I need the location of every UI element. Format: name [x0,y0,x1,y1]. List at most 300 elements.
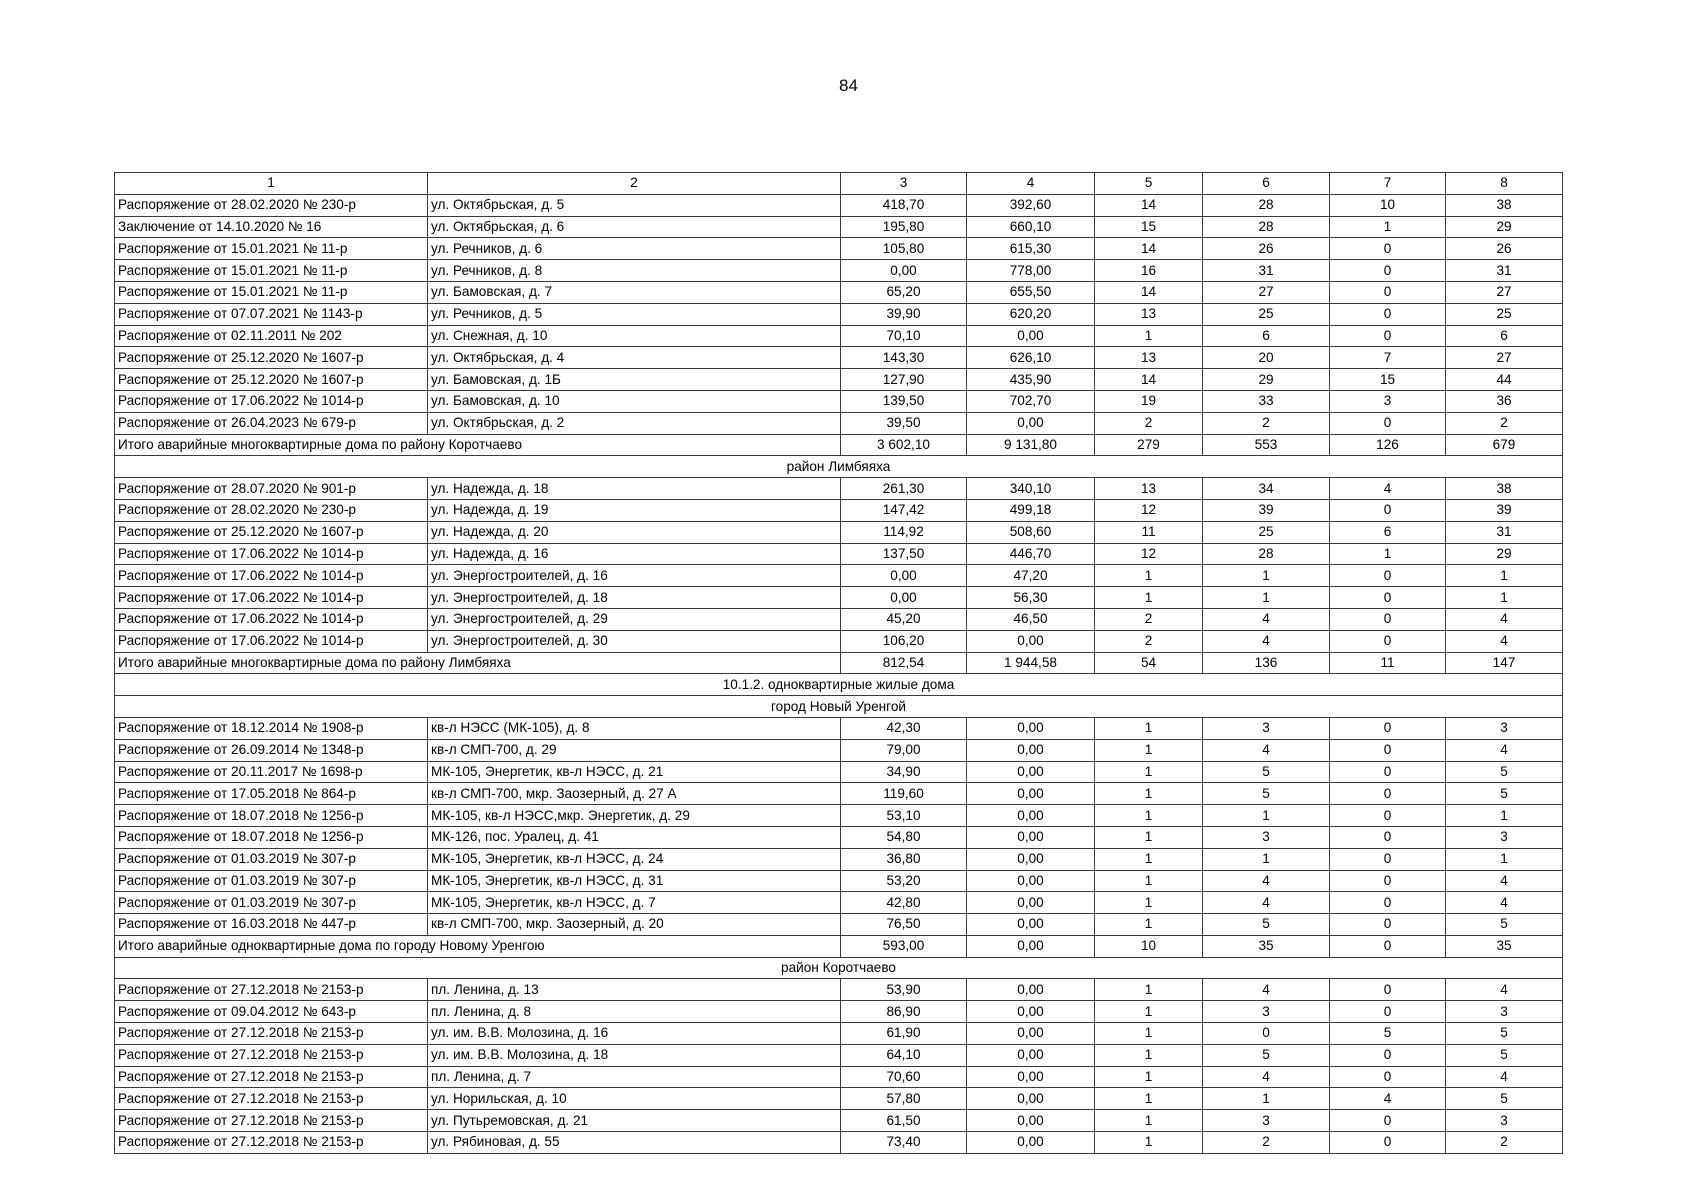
table-row [115,1001,1563,1023]
table-row [115,739,1563,761]
value-col-5: 1 [1095,1066,1203,1088]
value-col-8: 29 [1446,543,1563,565]
value-col-5: 2 [1095,412,1203,434]
value-col-5: 1 [1095,1044,1203,1066]
address-cell: МК-126, пос. Уралец, д. 41 [428,826,841,848]
value-col-5: 2 [1095,608,1203,630]
value-col-6: 1 [1203,587,1330,609]
value-col-3: 61,50 [841,1110,967,1132]
address-cell: ул. Рябиновая, д. 55 [428,1132,841,1154]
value-col-6: 1 [1203,805,1330,827]
document-cell: Распоряжение от 26.04.2023 № 679-р [115,412,428,434]
value-col-7: 0 [1330,1044,1446,1066]
value-col-4: 0,00 [967,935,1095,957]
value-col-3: 79,00 [841,739,967,761]
value-col-7: 0 [1330,1110,1446,1132]
table-row [115,979,1563,1001]
value-col-3: 70,60 [841,1066,967,1088]
value-col-5: 13 [1095,303,1203,325]
value-col-6: 3 [1203,717,1330,739]
value-col-5: 14 [1095,369,1203,391]
value-col-4: 499,18 [967,499,1095,521]
table-body [115,173,1563,1154]
value-col-7: 0 [1330,717,1446,739]
document-cell: Распоряжение от 15.01.2021 № 11-р [115,238,428,260]
value-col-8: 3 [1446,826,1563,848]
value-col-4: 0,00 [967,761,1095,783]
table-row [115,892,1563,914]
value-col-3: 57,80 [841,1088,967,1110]
value-col-8: 147 [1446,652,1563,674]
value-col-6: 4 [1203,739,1330,761]
value-col-5: 12 [1095,499,1203,521]
section-heading-row [115,696,1563,718]
column-number: 3 [841,173,967,195]
value-col-4: 340,10 [967,478,1095,500]
table-row [115,870,1563,892]
value-col-7: 0 [1330,608,1446,630]
value-col-5: 16 [1095,260,1203,282]
value-col-7: 0 [1330,587,1446,609]
value-col-3: 34,90 [841,761,967,783]
address-cell: ул. Снежная, д. 10 [428,325,841,347]
address-cell: ул. Бамовская, д. 1Б [428,369,841,391]
value-col-4: 0,00 [967,1044,1095,1066]
value-col-4: 435,90 [967,369,1095,391]
column-number-row [115,173,1563,195]
value-col-7: 126 [1330,434,1446,456]
document-cell: Распоряжение от 27.12.2018 № 2153-р [115,1044,428,1066]
value-col-4: 508,60 [967,521,1095,543]
value-col-3: 3 602,10 [841,434,967,456]
value-col-3: 65,20 [841,281,967,303]
total-row [115,652,1563,674]
table-row [115,499,1563,521]
value-col-3: 53,90 [841,979,967,1001]
value-col-4: 655,50 [967,281,1095,303]
value-col-6: 2 [1203,412,1330,434]
value-col-7: 1 [1330,543,1446,565]
value-col-8: 29 [1446,216,1563,238]
value-col-5: 1 [1095,1110,1203,1132]
value-col-4: 626,10 [967,347,1095,369]
address-cell: ул. Бамовская, д. 10 [428,390,841,412]
value-col-8: 2 [1446,412,1563,434]
value-col-5: 1 [1095,739,1203,761]
document-cell: Распоряжение от 15.01.2021 № 11-р [115,260,428,282]
value-col-4: 0,00 [967,892,1095,914]
value-col-3: 261,30 [841,478,967,500]
value-col-6: 4 [1203,979,1330,1001]
value-col-8: 26 [1446,238,1563,260]
table-row [115,587,1563,609]
value-col-3: 36,80 [841,848,967,870]
address-cell: МК-105, Энергетик, кв-л НЭСС, д. 24 [428,848,841,870]
value-col-4: 9 131,80 [967,434,1095,456]
value-col-3: 64,10 [841,1044,967,1066]
value-col-7: 0 [1330,412,1446,434]
value-col-5: 14 [1095,194,1203,216]
value-col-8: 5 [1446,783,1563,805]
table-row [115,805,1563,827]
table-row [115,826,1563,848]
document-cell: Распоряжение от 17.06.2022 № 1014-р [115,587,428,609]
housing-register-table [114,172,1563,1154]
value-col-7: 0 [1330,1132,1446,1154]
value-col-3: 54,80 [841,826,967,848]
value-col-6: 0 [1203,1023,1330,1045]
value-col-3: 106,20 [841,630,967,652]
value-col-7: 0 [1330,260,1446,282]
table-row [115,1066,1563,1088]
total-label: Итого аварийные одноквартирные дома по городу Новому Уренгою [115,935,841,957]
table-row [115,608,1563,630]
value-col-3: 86,90 [841,1001,967,1023]
document-cell: Распоряжение от 09.04.2012 № 643-р [115,1001,428,1023]
address-cell: пл. Ленина, д. 8 [428,1001,841,1023]
value-col-7: 15 [1330,369,1446,391]
value-col-7: 0 [1330,979,1446,1001]
value-col-5: 1 [1095,565,1203,587]
section-heading: город Новый Уренгой [115,696,1563,718]
value-col-7: 0 [1330,935,1446,957]
address-cell: пл. Ленина, д. 7 [428,1066,841,1088]
table-row [115,1110,1563,1132]
section-heading: район Лимбяяха [115,456,1563,478]
value-col-4: 0,00 [967,914,1095,936]
value-col-8: 5 [1446,1023,1563,1045]
address-cell: МК-105, Энергетик, кв-л НЭСС, д. 21 [428,761,841,783]
value-col-6: 28 [1203,543,1330,565]
value-col-5: 1 [1095,870,1203,892]
value-col-7: 0 [1330,892,1446,914]
document-cell: Распоряжение от 25.12.2020 № 1607-р [115,369,428,391]
column-number: 4 [967,173,1095,195]
value-col-4: 0,00 [967,848,1095,870]
value-col-7: 0 [1330,783,1446,805]
address-cell: пл. Ленина, д. 13 [428,979,841,1001]
total-label: Итого аварийные многоквартирные дома по району Коротчаево [115,434,841,456]
table-row [115,630,1563,652]
value-col-4: 0,00 [967,325,1095,347]
value-col-5: 1 [1095,1023,1203,1045]
address-cell: ул. Бамовская, д. 7 [428,281,841,303]
value-col-4: 46,50 [967,608,1095,630]
address-cell: ул. Надежда, д. 18 [428,478,841,500]
value-col-6: 35 [1203,935,1330,957]
value-col-5: 1 [1095,914,1203,936]
value-col-5: 19 [1095,390,1203,412]
value-col-5: 14 [1095,281,1203,303]
value-col-6: 26 [1203,238,1330,260]
document-cell: Распоряжение от 18.07.2018 № 1256-р [115,805,428,827]
value-col-7: 0 [1330,805,1446,827]
value-col-4: 0,00 [967,1001,1095,1023]
value-col-4: 778,00 [967,260,1095,282]
address-cell: кв-л СМП-700, мкр. Заозерный, д. 20 [428,914,841,936]
value-col-8: 4 [1446,739,1563,761]
table-row [115,347,1563,369]
value-col-4: 0,00 [967,1066,1095,1088]
value-col-5: 10 [1095,935,1203,957]
value-col-3: 61,90 [841,1023,967,1045]
value-col-6: 5 [1203,783,1330,805]
value-col-5: 12 [1095,543,1203,565]
address-cell: ул. Надежда, д. 16 [428,543,841,565]
document-cell: Распоряжение от 27.12.2018 № 2153-р [115,1066,428,1088]
value-col-8: 38 [1446,478,1563,500]
column-number: 1 [115,173,428,195]
value-col-3: 812,54 [841,652,967,674]
value-col-4: 702,70 [967,390,1095,412]
value-col-8: 36 [1446,390,1563,412]
value-col-3: 147,42 [841,499,967,521]
table-row [115,303,1563,325]
value-col-8: 4 [1446,979,1563,1001]
value-col-5: 15 [1095,216,1203,238]
value-col-6: 25 [1203,303,1330,325]
value-col-7: 10 [1330,194,1446,216]
document-cell: Распоряжение от 28.07.2020 № 901-р [115,478,428,500]
address-cell: ул. Речников, д. 5 [428,303,841,325]
table-row [115,914,1563,936]
value-col-4: 56,30 [967,587,1095,609]
value-col-4: 0,00 [967,412,1095,434]
table-row [115,1132,1563,1154]
value-col-7: 0 [1330,914,1446,936]
address-cell: кв-л СМП-700, д. 29 [428,739,841,761]
value-col-8: 3 [1446,1110,1563,1132]
table-row [115,1088,1563,1110]
address-cell: ул. Путьремовская, д. 21 [428,1110,841,1132]
value-col-8: 3 [1446,1001,1563,1023]
value-col-8: 1 [1446,805,1563,827]
value-col-5: 13 [1095,478,1203,500]
value-col-3: 39,90 [841,303,967,325]
value-col-3: 127,90 [841,369,967,391]
value-col-8: 39 [1446,499,1563,521]
address-cell: ул. Норильская, д. 10 [428,1088,841,1110]
value-col-6: 25 [1203,521,1330,543]
table-row [115,325,1563,347]
value-col-6: 27 [1203,281,1330,303]
value-col-4: 620,20 [967,303,1095,325]
value-col-5: 1 [1095,783,1203,805]
table-row [115,281,1563,303]
value-col-8: 38 [1446,194,1563,216]
value-col-3: 139,50 [841,390,967,412]
value-col-3: 42,80 [841,892,967,914]
address-cell: ул. Октябрьская, д. 6 [428,216,841,238]
document-cell: Распоряжение от 27.12.2018 № 2153-р [115,1110,428,1132]
document-cell: Распоряжение от 28.02.2020 № 230-р [115,194,428,216]
table-row [115,783,1563,805]
value-col-8: 4 [1446,608,1563,630]
value-col-7: 0 [1330,238,1446,260]
value-col-3: 105,80 [841,238,967,260]
document-cell: Распоряжение от 01.03.2019 № 307-р [115,848,428,870]
value-col-4: 660,10 [967,216,1095,238]
value-col-5: 54 [1095,652,1203,674]
value-col-3: 143,30 [841,347,967,369]
document-cell: Распоряжение от 01.03.2019 № 307-р [115,892,428,914]
value-col-6: 1 [1203,1088,1330,1110]
column-number: 2 [428,173,841,195]
value-col-6: 4 [1203,892,1330,914]
section-heading: район Коротчаево [115,957,1563,979]
value-col-5: 1 [1095,587,1203,609]
value-col-5: 13 [1095,347,1203,369]
table-row [115,848,1563,870]
value-col-8: 4 [1446,1066,1563,1088]
value-col-7: 4 [1330,478,1446,500]
value-col-4: 0,00 [967,1110,1095,1132]
address-cell: ул. им. В.В. Молозина, д. 16 [428,1023,841,1045]
value-col-6: 4 [1203,608,1330,630]
document-cell: Распоряжение от 17.06.2022 № 1014-р [115,630,428,652]
table-row [115,216,1563,238]
document-cell: Распоряжение от 17.06.2022 № 1014-р [115,565,428,587]
value-col-3: 45,20 [841,608,967,630]
value-col-7: 0 [1330,303,1446,325]
value-col-7: 7 [1330,347,1446,369]
value-col-8: 5 [1446,914,1563,936]
value-col-5: 14 [1095,238,1203,260]
address-cell: кв-л НЭСС (МК-105), д. 8 [428,717,841,739]
table-row [115,390,1563,412]
value-col-4: 0,00 [967,1132,1095,1154]
document-cell: Распоряжение от 17.05.2018 № 864-р [115,783,428,805]
value-col-5: 1 [1095,892,1203,914]
document-cell: Распоряжение от 20.11.2017 № 1698-р [115,761,428,783]
value-col-5: 1 [1095,325,1203,347]
document-cell: Распоряжение от 27.12.2018 № 2153-р [115,1132,428,1154]
value-col-4: 392,60 [967,194,1095,216]
value-col-8: 31 [1446,521,1563,543]
value-col-5: 1 [1095,1088,1203,1110]
value-col-6: 553 [1203,434,1330,456]
value-col-7: 0 [1330,630,1446,652]
value-col-4: 0,00 [967,630,1095,652]
value-col-6: 28 [1203,194,1330,216]
value-col-7: 0 [1330,499,1446,521]
value-col-5: 1 [1095,717,1203,739]
document-cell: Распоряжение от 17.06.2022 № 1014-р [115,608,428,630]
value-col-6: 2 [1203,1132,1330,1154]
value-col-8: 4 [1446,870,1563,892]
value-col-7: 11 [1330,652,1446,674]
value-col-6: 4 [1203,1066,1330,1088]
value-col-8: 35 [1446,935,1563,957]
value-col-8: 1 [1446,565,1563,587]
value-col-6: 5 [1203,914,1330,936]
address-cell: ул. Октябрьская, д. 2 [428,412,841,434]
value-col-3: 42,30 [841,717,967,739]
value-col-8: 1 [1446,848,1563,870]
table-row [115,521,1563,543]
value-col-8: 44 [1446,369,1563,391]
value-col-6: 3 [1203,1110,1330,1132]
value-col-3: 119,60 [841,783,967,805]
value-col-6: 136 [1203,652,1330,674]
address-cell: МК-105, Энергетик, кв-л НЭСС, д. 7 [428,892,841,914]
value-col-4: 1 944,58 [967,652,1095,674]
section-heading-row [115,674,1563,696]
value-col-5: 1 [1095,1132,1203,1154]
value-col-7: 0 [1330,761,1446,783]
value-col-3: 195,80 [841,216,967,238]
value-col-4: 0,00 [967,870,1095,892]
document-cell: Распоряжение от 02.11.2011 № 202 [115,325,428,347]
value-col-6: 34 [1203,478,1330,500]
address-cell: ул. Речников, д. 6 [428,238,841,260]
value-col-3: 76,50 [841,914,967,936]
value-col-5: 1 [1095,1001,1203,1023]
value-col-5: 1 [1095,826,1203,848]
column-number: 7 [1330,173,1446,195]
value-col-3: 53,20 [841,870,967,892]
address-cell: ул. Октябрьская, д. 5 [428,194,841,216]
value-col-7: 1 [1330,216,1446,238]
value-col-3: 114,92 [841,521,967,543]
total-row [115,434,1563,456]
table-row [115,478,1563,500]
value-col-3: 0,00 [841,565,967,587]
address-cell: МК-105, кв-л НЭСС,мкр. Энергетик, д. 29 [428,805,841,827]
value-col-3: 0,00 [841,260,967,282]
section-heading: 10.1.2. одноквартирные жилые дома [115,674,1563,696]
value-col-7: 6 [1330,521,1446,543]
column-number: 8 [1446,173,1563,195]
table-row [115,260,1563,282]
value-col-4: 0,00 [967,826,1095,848]
value-col-6: 4 [1203,870,1330,892]
value-col-3: 70,10 [841,325,967,347]
value-col-8: 5 [1446,1044,1563,1066]
value-col-4: 446,70 [967,543,1095,565]
value-col-8: 25 [1446,303,1563,325]
address-cell: ул. Октябрьская, д. 4 [428,347,841,369]
value-col-5: 11 [1095,521,1203,543]
table-row [115,238,1563,260]
address-cell: ул. Энергостроителей, д. 16 [428,565,841,587]
value-col-7: 3 [1330,390,1446,412]
document-cell: Распоряжение от 27.12.2018 № 2153-р [115,979,428,1001]
value-col-7: 0 [1330,1001,1446,1023]
value-col-5: 1 [1095,848,1203,870]
value-col-6: 28 [1203,216,1330,238]
value-col-8: 4 [1446,630,1563,652]
table-row [115,1023,1563,1045]
value-col-8: 27 [1446,347,1563,369]
value-col-8: 27 [1446,281,1563,303]
document-cell: Распоряжение от 25.12.2020 № 1607-р [115,521,428,543]
value-col-8: 6 [1446,325,1563,347]
value-col-7: 0 [1330,848,1446,870]
document-cell: Распоряжение от 25.12.2020 № 1607-р [115,347,428,369]
document-cell: Распоряжение от 28.02.2020 № 230-р [115,499,428,521]
document-cell: Распоряжение от 16.03.2018 № 447-р [115,914,428,936]
address-cell: ул. Речников, д. 8 [428,260,841,282]
address-cell: ул. Надежда, д. 20 [428,521,841,543]
value-col-6: 1 [1203,848,1330,870]
document-cell: Распоряжение от 17.06.2022 № 1014-р [115,543,428,565]
address-cell: ул. им. В.В. Молозина, д. 18 [428,1044,841,1066]
table-row [115,369,1563,391]
value-col-8: 5 [1446,761,1563,783]
value-col-3: 53,10 [841,805,967,827]
value-col-4: 0,00 [967,1023,1095,1045]
